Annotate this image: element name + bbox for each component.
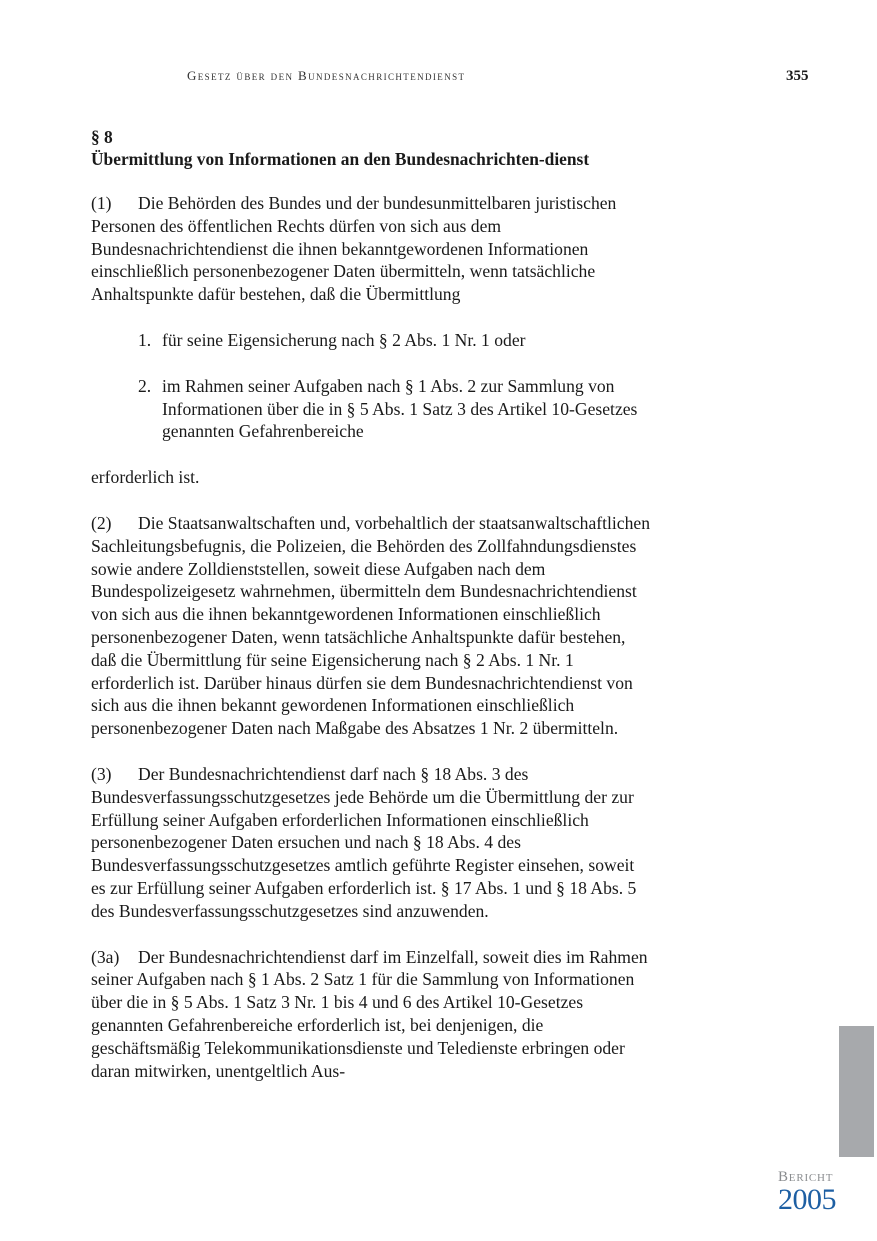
list-item xyxy=(91,375,651,443)
paragraph-3a xyxy=(91,946,651,1083)
section-number: § 8 xyxy=(91,127,113,147)
page-content xyxy=(91,126,651,1105)
list-item xyxy=(91,329,651,352)
logo-word: Bericht xyxy=(778,1169,834,1185)
page-number: 355 xyxy=(786,68,809,84)
paragraph-number: (1) xyxy=(91,193,112,213)
report-logo xyxy=(778,1168,848,1214)
paragraph-number: (3a) xyxy=(91,946,120,967)
running-header-title: Gesetz über den Bundesnachrichtendienst xyxy=(187,68,466,83)
list-item-number: 1. xyxy=(138,329,152,350)
paragraph-text: Der Bundesnachrichtendienst darf im Einzelfall, soweit dies im Rahmen seiner Aufgaben nach § 1 Abs. 2 Satz 1 für die Sammlung von Informationen über die in § 5 Abs. 1 Satz 3 Nr. 1 bis 4 und 6 des Artikel 10-Gesetzes genannten Gefahrenbereiche erforderlich ist, bei denjenigen, die geschäftsmäßig Telekommunikationsdienste und Teledienste erbringen oder daran mitwirken, unentgeltlich Aus- xyxy=(91,946,648,1081)
paragraph-text: Der Bundesnachrichtendienst darf nach § 18 Abs. 3 des Bundesverfassungsschutzgesetzes jede Behörde um die Übermittlung der zur Erfüllung seiner Aufgaben erforderlichen Informationen einschließlich personenbezogener Daten ersuchen und nach § 18 Abs. 4 des Bundesverfassungsschutzgesetzes amtlich geführte Register einsehen, soweit es zur Erfüllung seiner Aufgaben erforderlich ist. § 17 Abs. 1 und § 18 Abs. 5 des Bundesverfassungsschutzgesetzes sind anzuwenden. xyxy=(91,763,637,921)
list-item-number: 2. xyxy=(138,375,152,396)
paragraph-2 xyxy=(91,512,651,740)
paragraph-number: (2) xyxy=(91,512,112,533)
numbered-list xyxy=(91,329,651,443)
logo-year: 2005 xyxy=(778,1183,836,1216)
paragraph-text: Die Behörden des Bundes und der bundesunmittelbaren juristischen Personen des öffentlichen Rechts dürfen von sich aus dem Bundesnachrichtendienst die ihnen bekanntgewordenen Informationen einschließlich personenbezogener Daten übermitteln, wenn tatsächliche Anhaltspunkte dafür bestehen, daß die Übermittlung xyxy=(91,193,617,305)
paragraph-number: (3) xyxy=(91,763,112,784)
side-tab-marker xyxy=(839,1026,874,1157)
paragraph-1 xyxy=(91,192,651,306)
section-title: Übermittlung von Informationen an den Bundesnachrichten-dienst xyxy=(91,149,590,169)
paragraph-3 xyxy=(91,763,651,923)
list-item-text: im Rahmen seiner Aufgaben nach § 1 Abs. 2 zur Sammlung von Informationen über die in § 5 Abs. 1 Satz 3 des Artikel 10-Gesetzes genannten Gefahrenbereiche xyxy=(162,375,638,442)
paragraph-1-closing: erforderlich ist. xyxy=(91,467,200,488)
list-item-text: für seine Eigensicherung nach § 2 Abs. 1 Nr. 1 oder xyxy=(162,329,526,350)
paragraph-text: Die Staatsanwaltschaften und, vorbehaltlich der staatsanwaltschaftlichen Sachleitungsbefugnis, die Polizeien, die Behörden des Zollfahndungsdienstes sowie andere Zolldienststellen, soweit diese Aufgaben nach dem Bundespolizeigesetz wahrnehmen, übermitteln dem Bundesnachrichtendienst von sich aus die ihnen bekanntgewordenen Informationen einschließlich personenbezogener Daten, wenn tatsächliche Anhaltspunkte dafür bestehen, daß die Übermittlung für seine Eigensicherung nach § 2 Abs. 1 Nr. 1 erforderlich ist. Darüber hinaus dürfen sie dem Bundesnachrichtendienst von sich aus die ihnen bekannt gewordenen Informationen einschließlich personenbezogener Daten nach Maßgabe des Absatzes 1 Nr. 2 übermitteln. xyxy=(91,512,650,739)
